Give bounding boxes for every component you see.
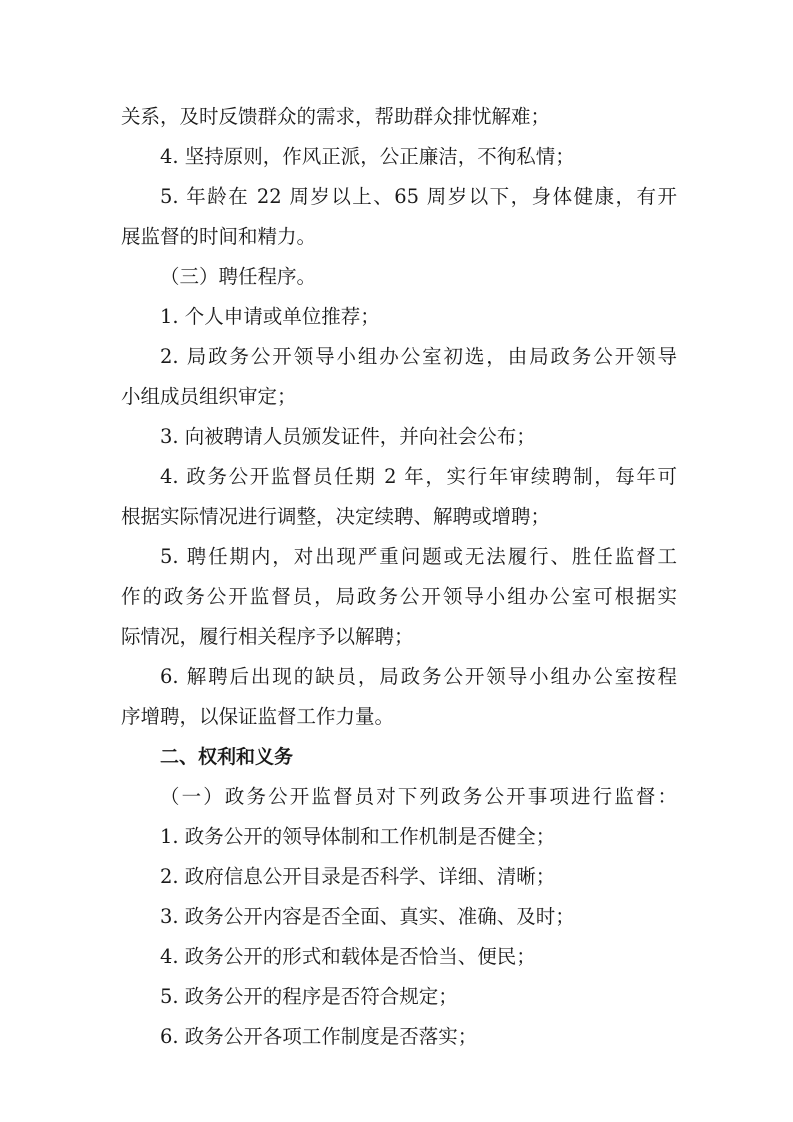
paragraph-line: 小组成员组织审定； (121, 385, 297, 408)
paragraph-line: 6. 解聘后出现的缺员，局政务公开领导小组办公室按程 (160, 665, 677, 688)
paragraph-line: 5. 年龄在 22 周岁以上、65 周岁以下，身体健康，有开 (160, 185, 677, 208)
paragraph-line: 2. 局政务公开领导小组办公室初选，由局政务公开领导 (160, 345, 677, 368)
paragraph-line: 际情况，履行相关程序予以解聘； (121, 625, 414, 648)
paragraph-line: 5. 政务公开的程序是否符合规定； (160, 985, 458, 1008)
section-subheading: （一）政务公开监督员对下列政务公开事项进行监督： (160, 785, 677, 808)
paragraph-line: 作的政务公开监督员，局政务公开领导小组办公室可根据实 (121, 585, 677, 608)
paragraph-line: 关系，及时反馈群众的需求，帮助群众排忧解难； (121, 105, 551, 128)
paragraph-line: 6. 政务公开各项工作制度是否落实； (160, 1025, 478, 1048)
section-subheading: （三）聘任程序。 (160, 265, 317, 288)
paragraph-line: 1. 个人申请或单位推荐； (160, 305, 380, 328)
paragraph-line: 2. 政府信息公开目录是否科学、详细、清晰； (160, 865, 556, 888)
paragraph-line: 序增聘，以保证监督工作力量。 (121, 705, 395, 728)
paragraph-line: 根据实际情况进行调整，决定续聘、解聘或增聘； (121, 505, 551, 528)
paragraph-line: 5. 聘任期内，对出现严重问题或无法履行、胜任监督工 (160, 545, 677, 568)
paragraph-line: 4. 政务公开监督员任期 2 年，实行年审续聘制，每年可 (160, 465, 677, 488)
paragraph-line: 3. 向被聘请人员颁发证件，并向社会公布； (160, 425, 536, 448)
paragraph-line: 展监督的时间和精力。 (121, 225, 317, 248)
paragraph-line: 4. 政务公开的形式和载体是否恰当、便民； (160, 945, 536, 968)
section-heading: 二、权利和义务 (160, 746, 294, 768)
paragraph-line: 1. 政务公开的领导体制和工作机制是否健全； (160, 825, 556, 848)
paragraph-line: 3. 政务公开内容是否全面、真实、准确、及时； (160, 905, 575, 928)
paragraph-line: 4. 坚持原则，作风正派，公正廉洁，不徇私情； (160, 145, 575, 168)
